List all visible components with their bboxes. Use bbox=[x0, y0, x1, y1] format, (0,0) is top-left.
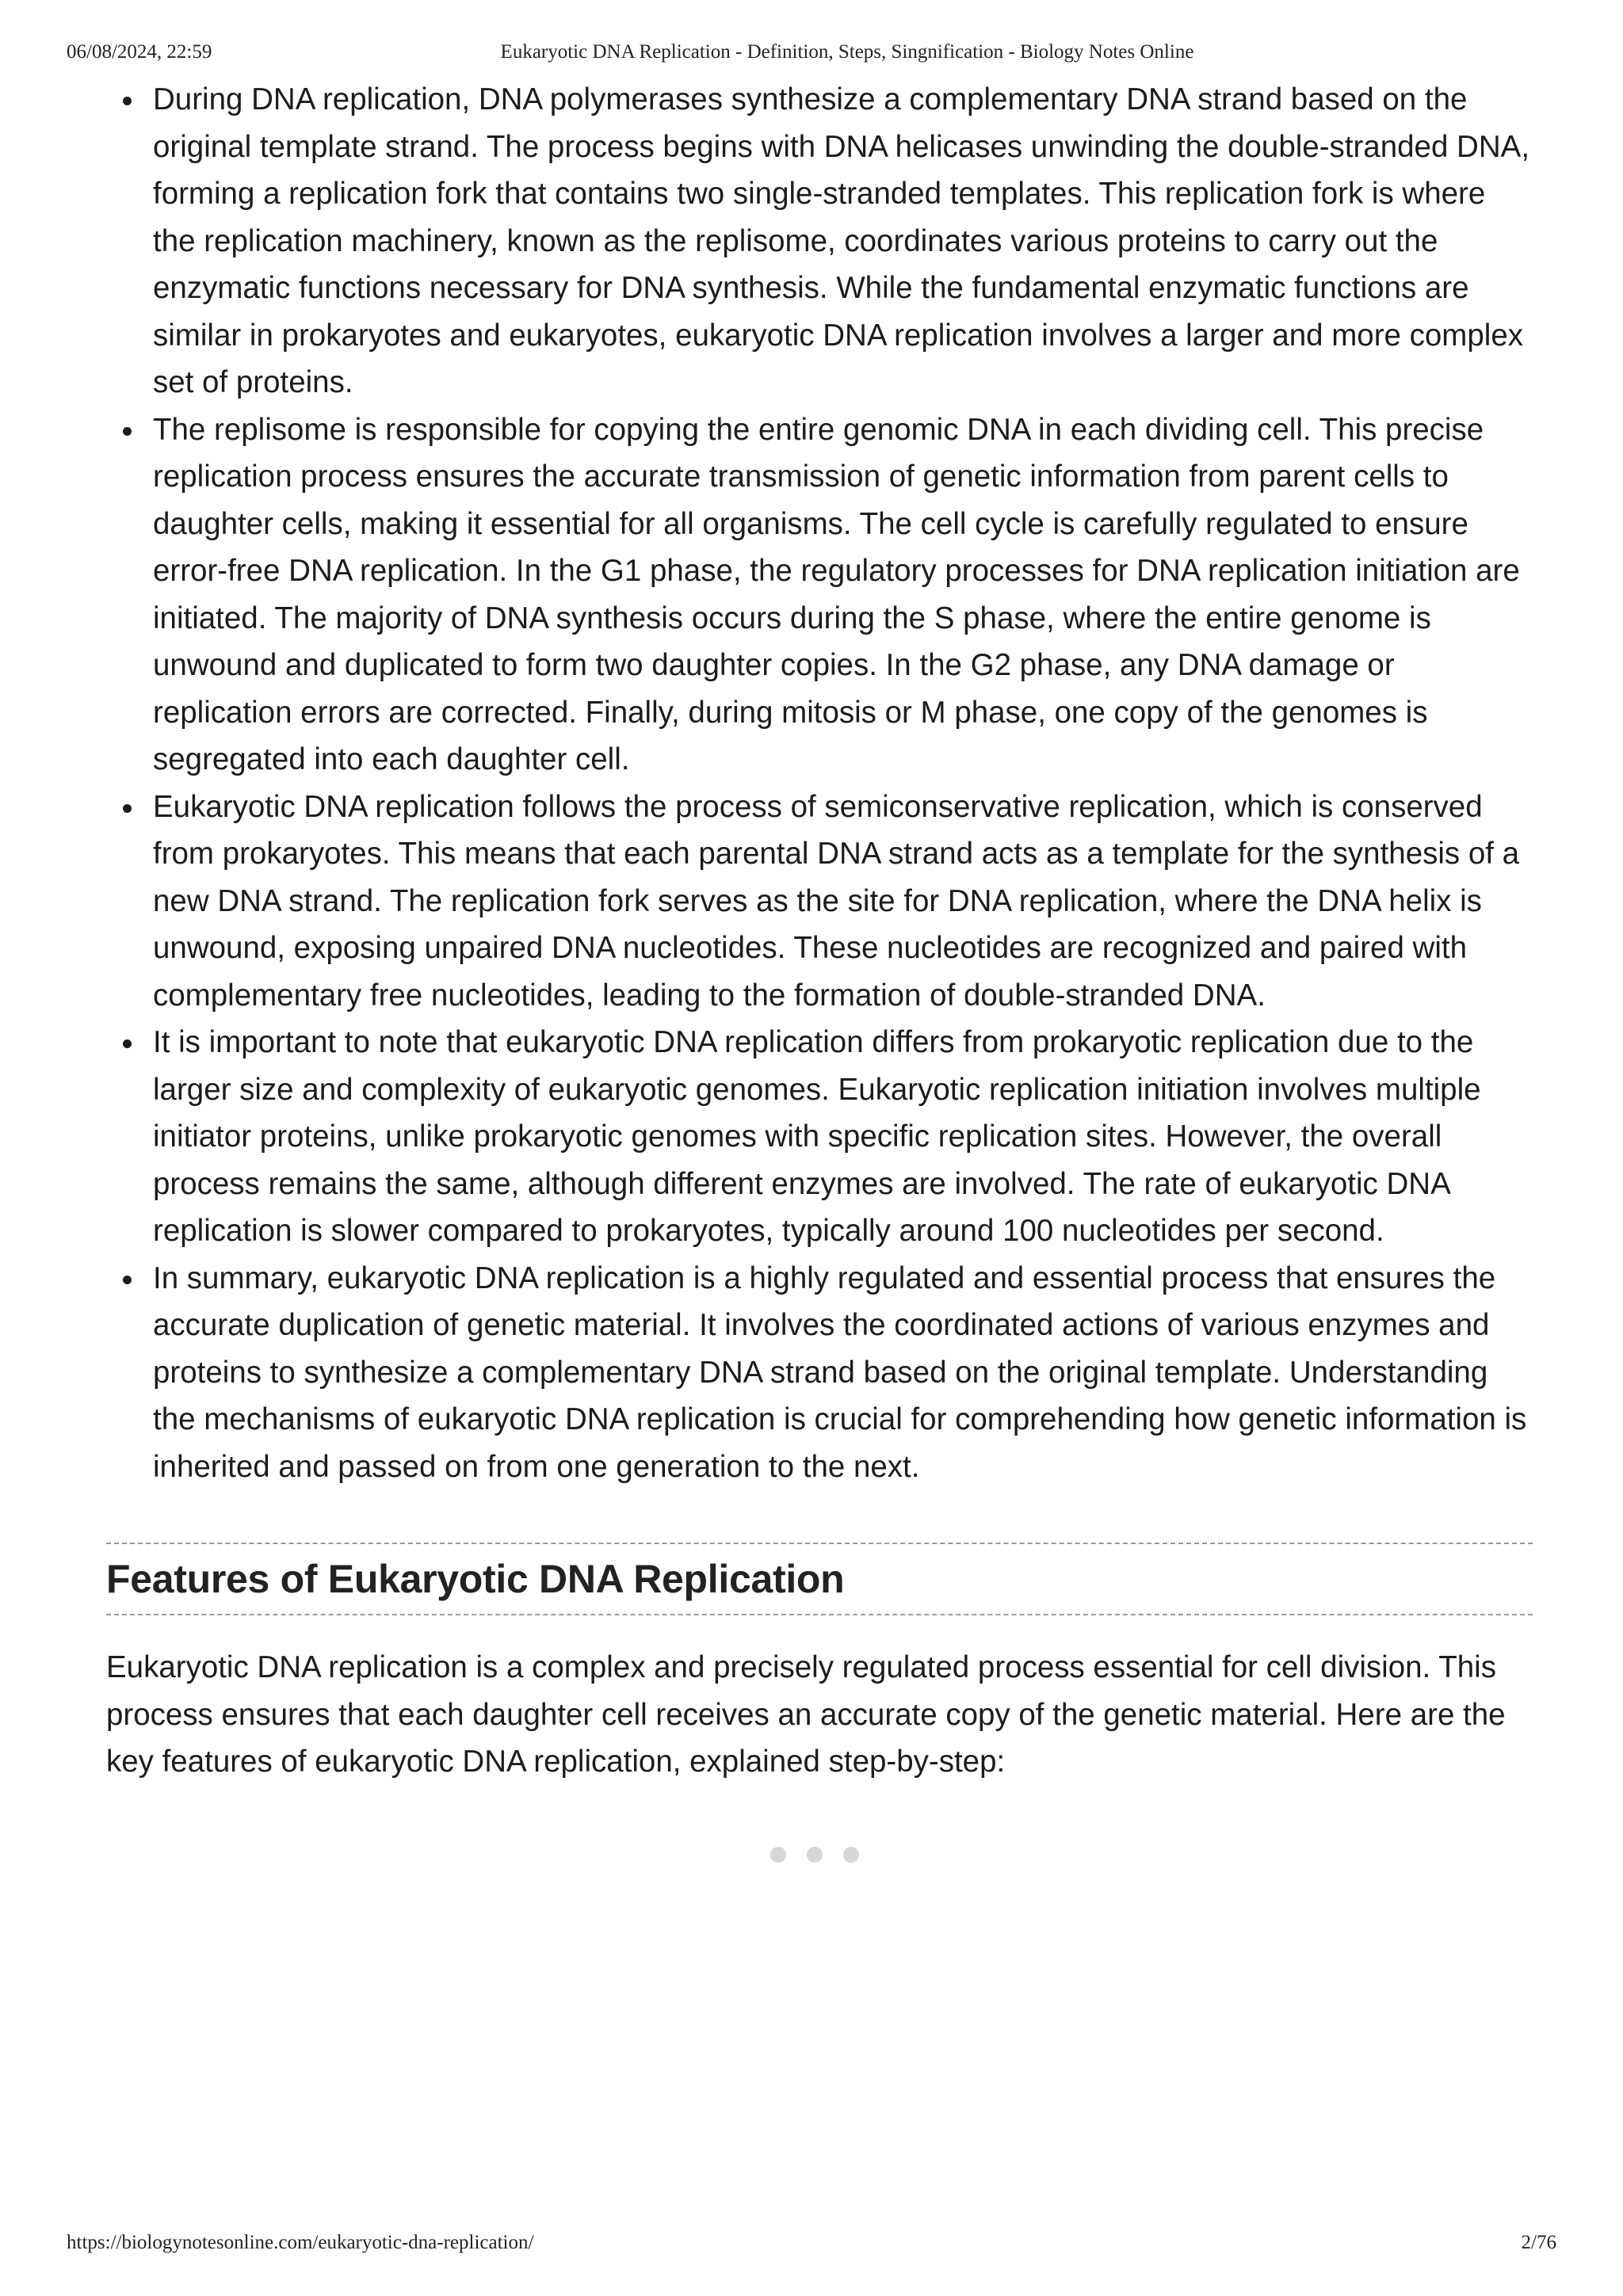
article-content bbox=[106, 76, 1533, 1786]
print-footer bbox=[67, 2232, 1556, 2260]
print-header bbox=[67, 41, 1556, 70]
heading-divider-bottom bbox=[106, 1614, 1533, 1615]
loading-dot bbox=[843, 1847, 859, 1863]
bullet-list bbox=[106, 76, 1533, 1490]
print-datetime: 06/08/2024, 22:59 bbox=[67, 41, 212, 63]
list-item: During DNA replication, DNA polymerases synthesize a complementary DNA strand based on the original template strand. The process begins with DNA helicases unwinding the double-stranded DNA, forming a replication fork that contains two single-stranded templates. This replication fork is where the replication machinery, known as the replisome, coordinates various proteins to carry out the enzymatic functions necessary for DNA synthesis. While the fundamental enzymatic functions are similar in prokaryotes and eukaryotes, eukaryotic DNA replication involves a larger and more complex set of proteins. bbox=[153, 76, 1533, 406]
loading-dot bbox=[770, 1847, 786, 1863]
section-heading: Features of Eukaryotic DNA Replication bbox=[106, 1557, 845, 1601]
loading-dots-icon bbox=[770, 1847, 865, 1866]
loading-dot bbox=[807, 1847, 823, 1863]
list-item: Eukaryotic DNA replication follows the process of semiconservative replication, which is conserved from prokaryotes. This means that each parental DNA strand acts as a template for the synthesis of a new DNA strand. The replication fork serves as the site for DNA replication, where the DNA helix is unwound, exposing unpaired DNA nucleotides. These nucleotides are recognized and paired with complementary free nucleotides, leading to the formation of double-stranded DNA. bbox=[153, 784, 1533, 1020]
section-intro: Eukaryotic DNA replication is a complex and precisely regulated process essential for cell division. This process ensures that each daughter cell receives an accurate copy of the genetic material. Here are the key features of eukaryotic DNA replication, explained step-by-step: bbox=[106, 1650, 1506, 1779]
page-number: 2/76 bbox=[1521, 2232, 1556, 2253]
list-item: In summary, eukaryotic DNA replication is a highly regulated and essential process that ensures the accurate duplication of genetic material. It involves the coordinated actions of various enzymes and proteins to synthesize a complementary DNA strand based on the original template. Understanding the mechanisms of eukaryotic DNA replication is crucial for comprehending how genetic information is inherited and passed on from one generation to the next. bbox=[153, 1255, 1533, 1491]
list-item: The replisome is responsible for copying the entire genomic DNA in each dividing cell. This precise replication process ensures the accurate transmission of genetic information from parent cells to daughter cells, making it essential for all organisms. The cell cycle is carefully regulated to ensure error-free DNA replication. In the G1 phase, the regulatory processes for DNA replication initiation are initiated. The majority of DNA synthesis occurs during the S phase, where the entire genome is unwound and duplicated to form two daughter copies. In the G2 phase, any DNA damage or replication errors are corrected. Finally, during mitosis or M phase, one copy of the genomes is segregated into each daughter cell. bbox=[153, 406, 1533, 784]
print-page-title: Eukaryotic DNA Replication - Definition, Steps, Singnification - Biology Notes Online bbox=[500, 41, 1194, 63]
list-item: It is important to note that eukaryotic DNA replication differs from prokaryotic replication due to the larger size and complexity of eukaryotic genomes. Eukaryotic replication initiation involves multiple initiator proteins, unlike prokaryotic genomes with specific replication sites. However, the overall process remains the same, although different enzymes are involved. The rate of eukaryotic DNA replication is slower compared to prokaryotes, typically around 100 nucleotides per second. bbox=[153, 1019, 1533, 1255]
page-url: https://biologynotesonline.com/eukaryotic-dna-replication/ bbox=[67, 2232, 534, 2253]
